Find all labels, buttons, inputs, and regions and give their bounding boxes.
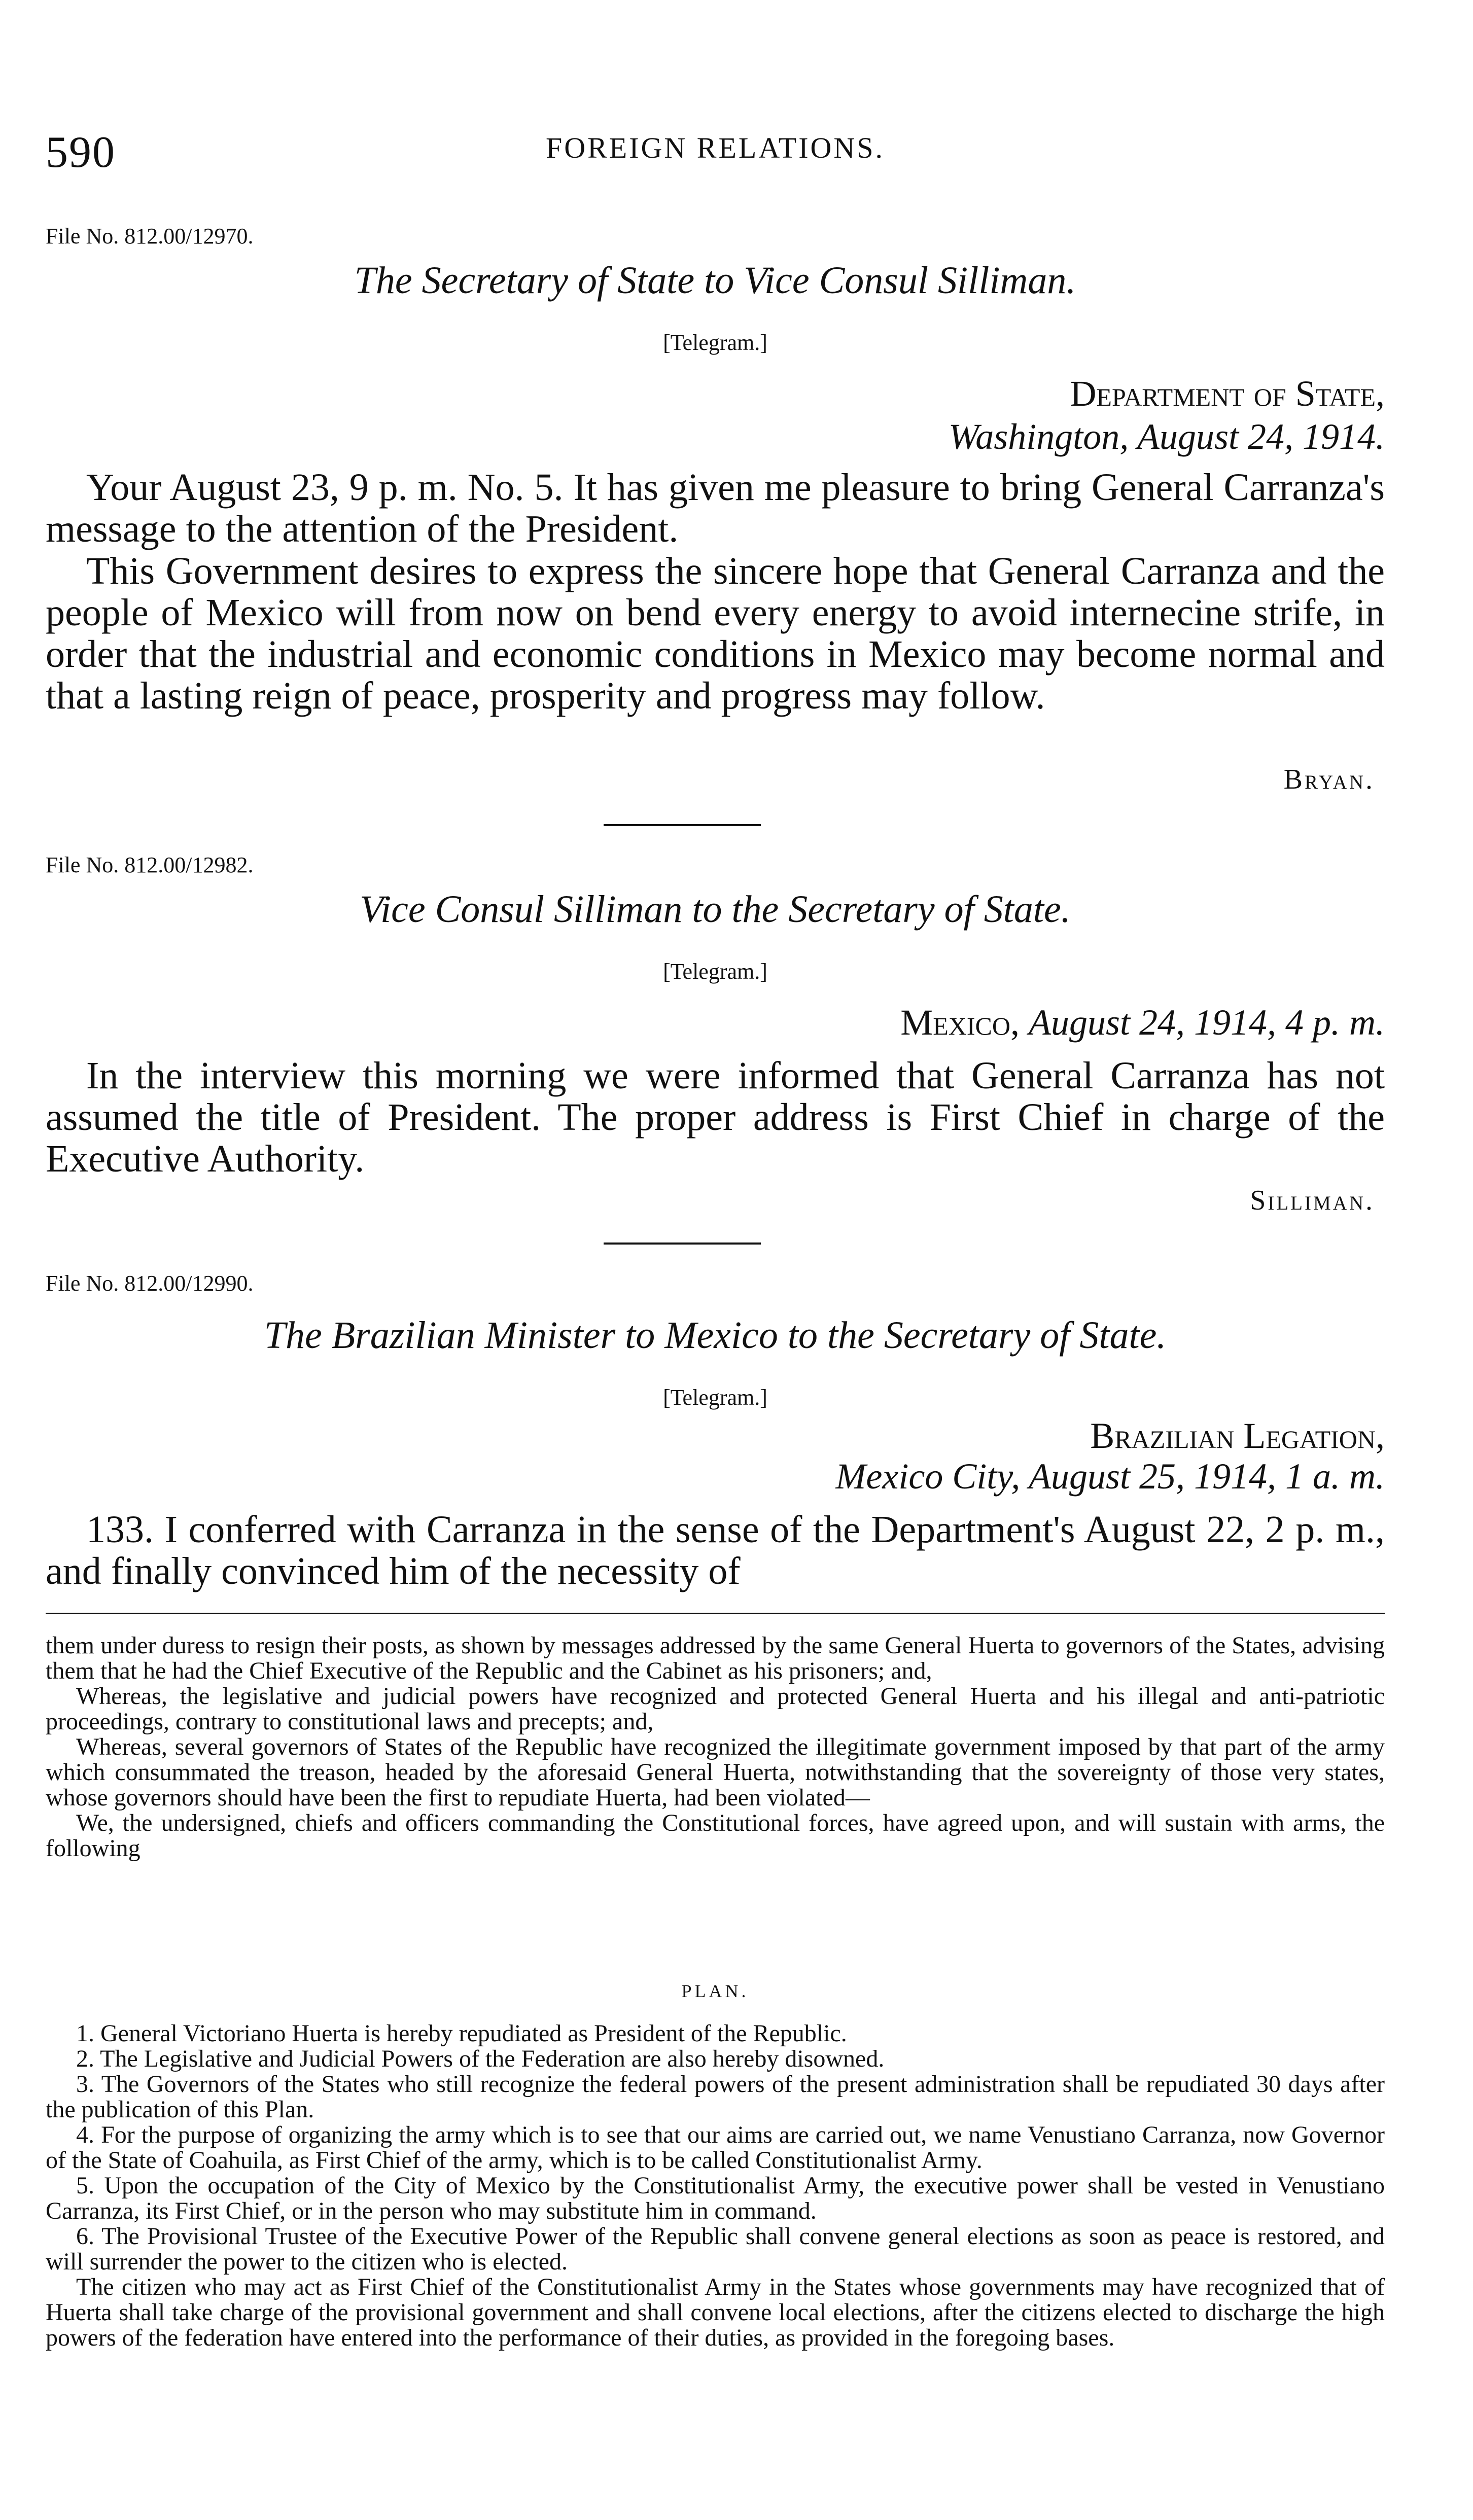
footnote-line-4: We, the undersigned, chiefs and officers commanding the Constitutional forces, have agreed upon, and will sustain with arms, the following xyxy=(46,1809,1385,1862)
telegram-label-2: [Telegram.] xyxy=(663,959,767,984)
sender-office-1: Department of State, xyxy=(1070,373,1385,414)
footnote-line-2: Whereas, the legislative and judicial powers have recognized and protected General Huerta and his illegal and anti-patriotic proceedings, contrary to constitutional laws and precepts; and, xyxy=(46,1683,1385,1735)
plan-item-6: 6. The Provisional Trustee of the Executive Power of the Republic shall convene general elections as soon as peace is restored, and will surrender the power to the citizen who is elected. xyxy=(46,2223,1385,2275)
sender-office-3: Brazilian Legation, xyxy=(1090,1415,1385,1456)
file-number-2: File No. 812.00/12982. xyxy=(46,853,254,877)
running-head xyxy=(46,127,1385,183)
plan-list xyxy=(46,2021,1385,2351)
signature-1: Bryan. xyxy=(1283,764,1375,795)
footnote-rule xyxy=(46,1613,1385,1614)
plan-heading: PLAN. xyxy=(681,1981,749,2001)
footnote-line-1: them under duress to resign their posts, as shown by messages addressed by the same General Huerta to governors of the States, advising them that he had the Chief Executive of the Republic and the Cabinet as his prisoners; and, xyxy=(46,1632,1385,1684)
paragraph-1b: This Government desires to express the sincere hope that General Carranza and the people of Mexico will from now on bend every energy to avoid internecine strife, in order that the industrial and economic conditions in Mexico may become normal and that a lasting reign of peace, prosperity and progress may follow. xyxy=(46,550,1385,717)
file-number-3: File No. 812.00/12990. xyxy=(46,1271,254,1296)
telegram-label-1: [Telegram.] xyxy=(663,330,767,355)
separator-1 xyxy=(604,824,761,826)
plan-item-1: 1. General Victoriano Huerta is hereby repudiated as President of the Republic. xyxy=(76,2020,847,2047)
paragraph-2a: In the interview this morning we were informed that General Carranza has not assumed the title of President. The proper address is First Chief in charge of the Executive Authority. xyxy=(46,1054,1385,1180)
plan-item-3: 3. The Governors of the States who still recognize the federal powers of the present administration shall be repudiated 30 days after the publication of this Plan. xyxy=(46,2071,1385,2123)
page-number: 590 xyxy=(46,128,116,177)
file-number-1: File No. 812.00/12970. xyxy=(46,224,254,249)
paragraph-3a: 133. I conferred with Carranza in the sense of the Department's August 22, 2 p. m., and finally convinced him of the necessity of xyxy=(46,1508,1385,1592)
page xyxy=(46,0,1385,2520)
dateline-1: Washington, August 24, 1914. xyxy=(948,416,1385,457)
plan-item-4: 4. For the purpose of organizing the army which is to see that our aims are carried out, we name Venustiano Carranza, now Governor of the State of Coahuila, as First Chief of the army, which is to be called Constitutionalist Army. xyxy=(46,2121,1385,2174)
footnote-line-3: Whereas, several governors of States of the Republic have recognized the illegitimate government imposed by that part of the army which consummated the treason, headed by the aforesaid General Huerta, notwithstanding that the sovereignty of those very states, whose governors should have been the first to repudiate Huerta, had been violated— xyxy=(46,1733,1385,1811)
running-title: FOREIGN RELATIONS. xyxy=(545,131,885,164)
plan-item-2: 2. The Legislative and Judicial Powers of the Federation are also hereby disowned. xyxy=(76,2045,885,2072)
dateline-date-2: August 24, 1914, 4 p. m. xyxy=(1029,1002,1385,1043)
plan-item-5: 5. Upon the occupation of the City of Mexico by the Constitutionalist Army, the executive power shall be vested in Venustiano Carranza, its First Chief, or in the person who may substitute him in command. xyxy=(46,2172,1385,2224)
footnote-preamble xyxy=(46,1633,1385,1861)
document-heading-2: Vice Consul Silliman to the Secretary of State. xyxy=(360,888,1071,931)
dateline-3: Mexico City, August 25, 1914, 1 a. m. xyxy=(835,1456,1385,1497)
separator-2 xyxy=(604,1243,761,1245)
plan-item-7: The citizen who may act as First Chief of the Constitutionalist Army in the States whose governments may have recognized that of Huerta shall take charge of the provisional government and shall convene local elections, after the citizens elected to discharge the high powers of the federation have entered into the performance of their duties, as provided in the foregoing bases. xyxy=(46,2274,1385,2351)
document-heading-3: The Brazilian Minister to Mexico to the Secretary of State. xyxy=(264,1314,1167,1357)
telegram-label-3: [Telegram.] xyxy=(663,1385,767,1410)
dateline-2 xyxy=(900,1002,1385,1044)
paragraph-1a: Your August 23, 9 p. m. No. 5. It has given me pleasure to bring General Carranza's message to the attention of the President. xyxy=(46,466,1385,550)
document-heading-1: The Secretary of State to Vice Consul Silliman. xyxy=(354,259,1076,302)
signature-2: Silliman. xyxy=(1250,1185,1375,1216)
dateline-place-2: Mexico, xyxy=(900,1002,1020,1043)
